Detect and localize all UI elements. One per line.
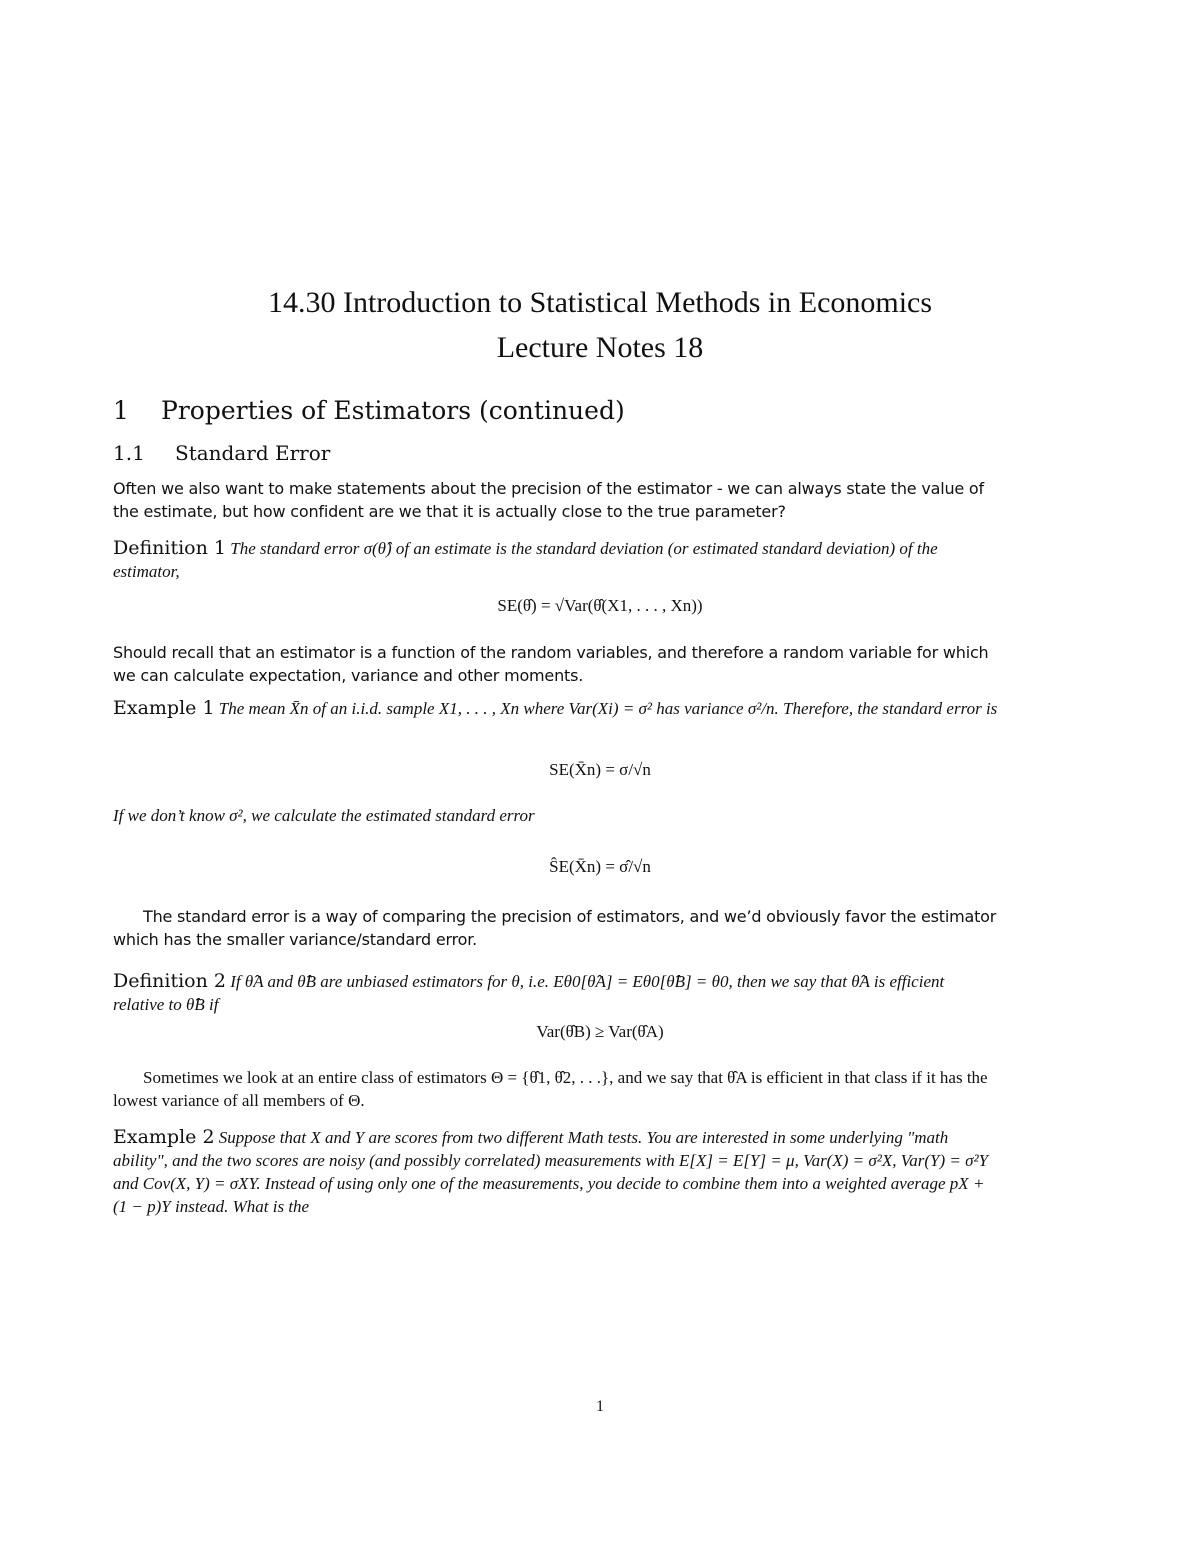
- definition-label: Definition 2: [113, 970, 226, 992]
- example-text: The mean X̄n of an i.i.d. sample X1, . . . , Xn where Var(Xi) = σ² has variance σ²/n. Therefore, the standard error is: [218, 699, 998, 718]
- example-label: Example 2: [113, 1126, 215, 1148]
- estimated-se-text: If we don’t know σ², we calculate the estimated standard error: [113, 806, 535, 825]
- estimated-se-formula: ŜE(X̄n) = σ̂/√n: [549, 857, 651, 876]
- lecture-subtitle: Lecture Notes 18: [496, 331, 704, 364]
- definition-label: Definition 1: [113, 537, 226, 559]
- definition-text: If θ̂A and θ̂B are unbiased estimators for θ, i.e. Eθ0[θ̂A] = Eθ0[θ̂B] = θ0, then we say that θ̂A is efficient relative to θ̂B if: [113, 972, 945, 1014]
- definition-text: The standard error σ(θ̂) of an estimate is the standard deviation (or estimated standard deviation) of the estimator,: [113, 539, 938, 581]
- example-1: [113, 697, 998, 720]
- example-2: [113, 1126, 998, 1218]
- definition-2: [113, 970, 998, 1016]
- subsection-number: 1.1: [113, 441, 145, 465]
- section-number: 1: [113, 396, 129, 425]
- lecture-title: 14.30 Introduction to Statistical Methods in Economics: [267, 286, 933, 319]
- example-text: Suppose that X and Y are scores from two different Math tests. You are interested in some underlying "math ability", and the two scores are noisy (and possibly correlated) measurements with E[X] = E[Y] = μ, Var(X) = σ²X, Var(Y) = σ²Y and Cov(X, Y) = σXY. Instead of using only one of the measurements, you decide to combine them into a weighted average pX + (1 − p)Y instead. What is the: [113, 1128, 989, 1216]
- definition-1: [113, 537, 998, 583]
- recall-paragraph: Should recall that an estimator is a function of the random variables, and therefore a random variable for which we can calculate expectation, variance and other moments.: [113, 643, 989, 685]
- section-1-1-heading: [113, 441, 330, 465]
- se-mean-formula: SE(X̄n) = σ/√n: [549, 760, 651, 779]
- example-label: Example 1: [113, 697, 215, 719]
- section-title: Properties of Estimators (continued): [161, 396, 625, 425]
- class-paragraph: Sometimes we look at an entire class of estimators Θ = {θ̂1, θ̂2, . . .}, and we say that θ̂A is efficient in that class if it has the lowest variance of all members of Θ.: [113, 1068, 988, 1110]
- efficiency-formula: Var(θ̂B) ≥ Var(θ̂A): [536, 1022, 664, 1041]
- subsection-title: Standard Error: [175, 441, 331, 465]
- intro-paragraph: Often we also want to make statements about the precision of the estimator - we can always state the value of the estimate, but how confident are we that it is actually close to the true parameter?: [113, 479, 984, 521]
- page-number: 1: [596, 1398, 604, 1415]
- comparing-paragraph: The standard error is a way of comparing the precision of estimators, and we’d obviously favor the estimator which has the smaller variance/standard error.: [113, 907, 997, 949]
- section-1-heading: [113, 396, 625, 425]
- standard-error-formula: SE(θ̂) = √Var(θ̂(X1, . . . , Xn)): [497, 596, 703, 615]
